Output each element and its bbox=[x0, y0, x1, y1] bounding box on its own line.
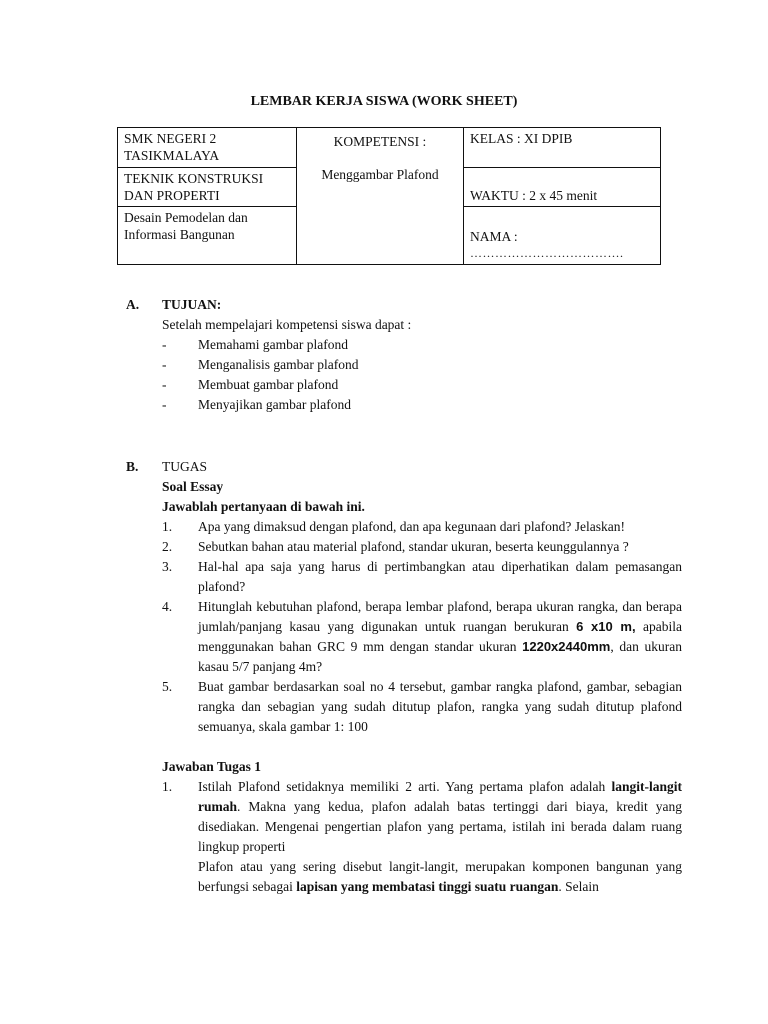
section-b-instruction: Jawablah pertanyaan di bawah ini. bbox=[162, 499, 365, 514]
answer-item bbox=[162, 777, 682, 897]
section-a-letter: A. bbox=[126, 297, 140, 312]
question-item bbox=[162, 557, 682, 597]
question-text: Apa yang dimaksud dengan plafond, dan apa kegunaan dari plafond? Jelaskan! bbox=[198, 519, 625, 534]
list-item bbox=[162, 355, 682, 375]
list-item-text: Membuat gambar plafond bbox=[198, 377, 339, 392]
question-number: 1. bbox=[162, 519, 173, 534]
answer-heading: Jawaban Tugas 1 bbox=[162, 759, 262, 774]
question-item bbox=[162, 597, 682, 677]
room-size-bold: 6 x10 m, bbox=[576, 619, 636, 634]
section-a-intro: Setelah mempelajari kompetensi siswa dapat : bbox=[162, 317, 412, 332]
question-item bbox=[162, 537, 682, 557]
question-number: 4. bbox=[162, 599, 173, 614]
answer-text-part: Istilah Plafond setidaknya memiliki 2 arti. Yang pertama plafon adalah bbox=[198, 779, 612, 794]
kompetensi-value: Menggambar Plafond bbox=[321, 167, 439, 182]
bullet-dash: - bbox=[162, 337, 167, 352]
answer-bold-term: lapisan yang membatasi tinggi suatu ruangan bbox=[296, 879, 559, 894]
answer-text-part: . Selain bbox=[558, 879, 599, 894]
list-item-text: Menganalisis gambar plafond bbox=[198, 357, 359, 372]
kelas-cell: KELAS : XI DPIB bbox=[464, 128, 661, 168]
list-item-text: Memahami gambar plafond bbox=[198, 337, 348, 352]
subject-cell: Desain Pemodelan dan Informasi Bangunan bbox=[118, 207, 297, 265]
list-item-text: Menyajikan gambar plafond bbox=[198, 397, 351, 412]
nama-cell bbox=[464, 207, 661, 265]
question-item bbox=[162, 677, 682, 737]
answer-paragraph-2 bbox=[198, 857, 682, 897]
section-b-body bbox=[162, 457, 682, 897]
kompetensi-cell bbox=[297, 128, 464, 265]
bullet-dash: - bbox=[162, 357, 167, 372]
answer-text-part: Plafon atau yang sering disebut langit-langit, merupakan komponen bangunan yang berfungsi sebagai bbox=[198, 859, 682, 894]
section-b-letter: B. bbox=[126, 459, 139, 474]
question-text-part: , dan ukuran kasau 5/7 panjang 4m? bbox=[198, 639, 682, 674]
kompetensi-label: KOMPETENSI : bbox=[333, 134, 427, 149]
waktu-text: WAKTU : 2 x 45 menit bbox=[470, 188, 598, 203]
question-number: 5. bbox=[162, 679, 173, 694]
question-text: Sebutkan bahan atau material plafond, standar ukuran, beserta keunggulannya ? bbox=[198, 539, 629, 554]
bullet-dash: - bbox=[162, 377, 167, 392]
panel-size-bold: 1220x2440mm bbox=[522, 639, 611, 654]
question-text-part: apabila menggunakan bahan GRC 9 mm dengan standar ukuran bbox=[198, 619, 682, 654]
answer-paragraph-1 bbox=[198, 777, 682, 857]
question-text: Buat gambar berdasarkan soal no 4 tersebut, gambar rangka plafond, gambar, sebagian rangka dan sebagian yang sudah ditutup plafon, rangka yang sudah ditutup plafond semuanya, skala gambar 1: 100 bbox=[198, 679, 682, 734]
header-table bbox=[117, 127, 661, 265]
list-item bbox=[162, 375, 682, 395]
question-number: 3. bbox=[162, 559, 173, 574]
question-text bbox=[198, 597, 682, 677]
question-text: Hal-hal apa saja yang harus di pertimbangkan atau diperhatikan dalam pemasangan plafond? bbox=[198, 559, 682, 594]
worksheet-title: LEMBAR KERJA SISWA (WORK SHEET) bbox=[250, 94, 518, 109]
waktu-cell bbox=[464, 168, 661, 207]
answer-text-part: . Makna yang kedua, plafon adalah batas tertinggi dari biaya, kredit yang disediakan. Mengenai pengertian plafon yang pertama, istilah ini berada dalam ruang lingkup properti bbox=[198, 799, 682, 854]
answer-bold-term: langit-langit rumah bbox=[198, 779, 682, 814]
nama-dots: ………………………………. bbox=[470, 246, 624, 260]
question-item bbox=[162, 517, 682, 537]
nama-label: NAMA : bbox=[470, 229, 518, 244]
list-item bbox=[162, 335, 682, 355]
section-a-body bbox=[162, 295, 682, 415]
section-a-heading: TUJUAN: bbox=[162, 297, 222, 312]
school-cell: SMK NEGERI 2 TASIKMALAYA bbox=[118, 128, 297, 168]
question-number: 2. bbox=[162, 539, 173, 554]
section-b-heading: TUGAS bbox=[162, 459, 208, 474]
program-cell: TEKNIK KONSTRUKSI DAN PROPERTI bbox=[118, 168, 297, 207]
question-text-part: Hitunglah kebutuhan plafond, berapa lembar plafond, berapa ukuran rangka, dan berapa jumlah/panjang kasau yang digunakan untuk ruangan berukuran bbox=[198, 599, 682, 634]
bullet-dash: - bbox=[162, 397, 167, 412]
answer-number: 1. bbox=[162, 779, 173, 794]
list-item bbox=[162, 395, 682, 415]
section-b-subheading: Soal Essay bbox=[162, 479, 224, 494]
